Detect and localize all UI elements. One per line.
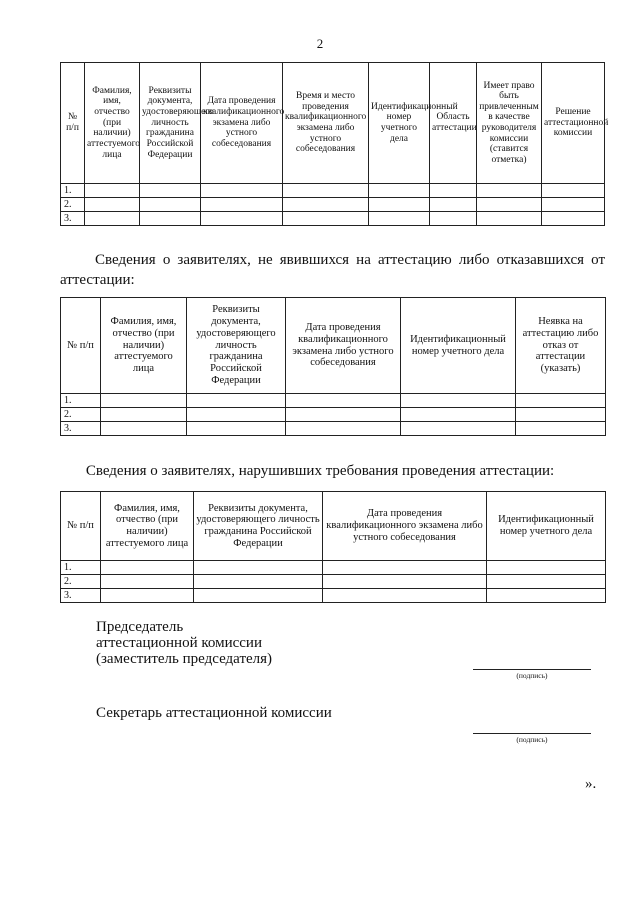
secretary-signature-label: Секретарь аттестационной комиссии xyxy=(96,705,332,721)
row-number: 2. xyxy=(61,575,101,589)
closing-quote-mark: ». xyxy=(585,776,597,792)
cell xyxy=(477,212,542,226)
cell xyxy=(194,575,323,589)
table-row xyxy=(61,422,606,436)
header-cell: Реквизиты документа, удостоверяющего личность гражданина Российской Федерации xyxy=(187,298,286,394)
table-row xyxy=(61,575,606,589)
row-number: 2. xyxy=(61,408,101,422)
cell xyxy=(140,184,201,198)
cell xyxy=(401,408,516,422)
row-number: 3. xyxy=(61,212,85,226)
header-cell: Дата проведения квалификационного экзамена либо устного собеседования xyxy=(323,492,487,561)
secretary-signature-line xyxy=(473,733,591,734)
cell xyxy=(286,394,401,408)
cell xyxy=(542,212,605,226)
header-cell: Идентификационный номер учетного дела xyxy=(369,63,430,184)
row-number: 3. xyxy=(61,589,101,603)
header-cell: № п/п xyxy=(61,492,101,561)
header-cell: Дата проведения квалификационного экзамена либо устного собеседования xyxy=(201,63,283,184)
header-cell: Фамилия, имя, отчество (при наличии) аттестуемого лица xyxy=(85,63,140,184)
cell xyxy=(101,589,194,603)
cell xyxy=(187,394,286,408)
cell xyxy=(187,408,286,422)
header-cell: Фамилия, имя, отчество (при наличии) аттестуемого лица xyxy=(101,492,194,561)
absent-applicants-table xyxy=(60,297,606,436)
cell xyxy=(140,198,201,212)
cell xyxy=(323,561,487,575)
cell xyxy=(401,394,516,408)
table-header-row xyxy=(61,492,606,561)
header-cell: № п/п xyxy=(61,298,101,394)
cell xyxy=(283,184,369,198)
row-number: 1. xyxy=(61,394,101,408)
table-row xyxy=(61,394,606,408)
row-number: 3. xyxy=(61,422,101,436)
header-cell: № п/п xyxy=(61,63,85,184)
table-header-row xyxy=(61,298,606,394)
cell xyxy=(101,561,194,575)
cell xyxy=(201,184,283,198)
cell xyxy=(430,198,477,212)
cell xyxy=(201,212,283,226)
secretary-signature-caption: (подпись) xyxy=(516,735,548,744)
violators-table xyxy=(60,491,606,603)
cell xyxy=(516,394,606,408)
cell xyxy=(283,198,369,212)
row-number: 1. xyxy=(61,561,101,575)
cell xyxy=(477,184,542,198)
header-cell: Решение аттестационной комиссии xyxy=(542,63,605,184)
cell xyxy=(323,589,487,603)
cell xyxy=(401,422,516,436)
cell xyxy=(369,184,430,198)
chair-signature-line xyxy=(473,669,591,670)
cell xyxy=(430,212,477,226)
cell xyxy=(369,212,430,226)
header-cell: Дата проведения квалификационного экзамена либо устного собеседования xyxy=(286,298,401,394)
cell xyxy=(194,589,323,603)
header-cell: Реквизиты документа, удостоверяющего личность гражданина Российской Федерации xyxy=(140,63,201,184)
cell xyxy=(101,394,187,408)
cell xyxy=(516,408,606,422)
cell xyxy=(487,575,606,589)
cell xyxy=(487,561,606,575)
chair-signature-caption: (подпись) xyxy=(516,671,548,680)
header-cell: Неявка на аттестацию либо отказ от аттестации (указать) xyxy=(516,298,606,394)
header-cell: Идентификационный номер учетного дела xyxy=(401,298,516,394)
chair-line-1: Председатель xyxy=(96,619,184,635)
chair-signature-label xyxy=(96,619,272,667)
row-number: 2. xyxy=(61,198,85,212)
chair-line-3: (заместитель председателя) xyxy=(96,651,273,667)
cell xyxy=(286,422,401,436)
cell xyxy=(85,184,140,198)
cell xyxy=(140,212,201,226)
header-cell: Имеет право быть привлеченным в качестве руководителя комиссии (ставится отметка) xyxy=(477,63,542,184)
table-header-row xyxy=(61,63,605,184)
cell xyxy=(101,575,194,589)
header-cell: Идентификационный номер учетного дела xyxy=(487,492,606,561)
cell xyxy=(487,589,606,603)
cell xyxy=(542,184,605,198)
cell xyxy=(283,212,369,226)
section-heading-absent-applicants: Сведения о заявителях, не явившихся на аттестацию либо отказавшихся от аттестации: xyxy=(60,252,605,288)
cell xyxy=(430,184,477,198)
cell xyxy=(516,422,606,436)
table-row xyxy=(61,184,605,198)
cell xyxy=(201,198,283,212)
chair-line-2: аттестационной комиссии xyxy=(96,635,262,651)
cell xyxy=(194,561,323,575)
cell xyxy=(323,575,487,589)
header-cell: Область аттестации xyxy=(430,63,477,184)
cell xyxy=(85,198,140,212)
table-row xyxy=(61,212,605,226)
table-row xyxy=(61,589,606,603)
cell xyxy=(85,212,140,226)
table-row xyxy=(61,198,605,212)
row-number: 1. xyxy=(61,184,85,198)
cell xyxy=(187,422,286,436)
header-cell: Фамилия, имя, отчество (при наличии) аттестуемого лица xyxy=(101,298,187,394)
cell xyxy=(369,198,430,212)
cell xyxy=(101,422,187,436)
cell xyxy=(542,198,605,212)
page-number: 2 xyxy=(316,36,324,51)
cell xyxy=(286,408,401,422)
header-cell: Реквизиты документа, удостоверяющего личность гражданина Российской Федерации xyxy=(194,492,323,561)
attestation-results-table xyxy=(60,62,609,226)
section-heading-violators: Сведения о заявителях, нарушивших требования проведения аттестации: xyxy=(85,463,555,479)
cell xyxy=(477,198,542,212)
cell xyxy=(101,408,187,422)
table-row xyxy=(61,561,606,575)
table-row xyxy=(61,408,606,422)
header-cell: Время и место проведения квалификационного экзамена либо устного собеседования xyxy=(283,63,369,184)
